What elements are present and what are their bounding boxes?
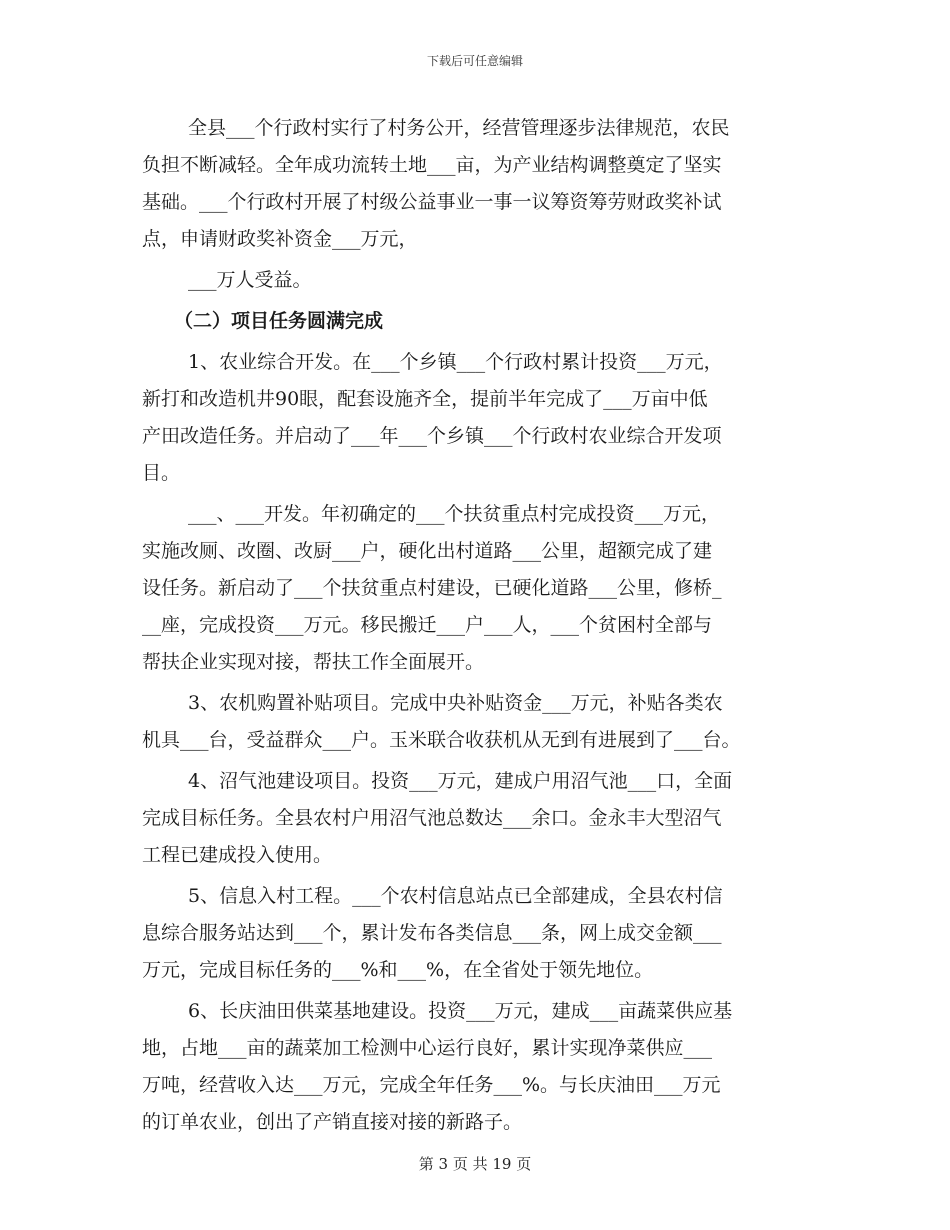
paragraph-line: 目。: [142, 462, 181, 484]
paragraph-line: 万吨，经营收入达___万元，完成全年任务___%。与长庆油田___万元: [142, 1074, 721, 1096]
paragraph-line: 的订单农业，创出了产销直接对接的新路子。: [142, 1111, 523, 1133]
paragraph: [142, 993, 810, 1141]
paragraph-line: 6、长庆油田供菜基地建设。投资___万元，建成___亩蔬菜供应基: [188, 1000, 733, 1022]
paragraph-line: 点，申请财政奖补资金___万元，: [142, 228, 418, 250]
page-header-note: 下载后可任意编辑: [426, 54, 523, 68]
paragraph-line: 机具___台，受益群众___户。玉米联合收获机从无到有进展到了___台。: [142, 729, 741, 751]
paragraph-line: 工程已建成投入使用。: [142, 844, 333, 866]
paragraph-line: 负担不断减轻。全年成功流转土地___亩，为产业结构调整奠定了坚实: [142, 154, 722, 176]
heading-text: （二）项目任务圆满完成: [174, 310, 384, 332]
paragraph-line: 4、沼气池建设项目。投资___万元，建成户用沼气池___口，全面: [188, 770, 733, 792]
paragraph: [142, 685, 810, 759]
paragraph: [142, 878, 810, 989]
paragraph-line: 产田改造任务。并启动了___年___个乡镇___个行政村农业综合开发项: [142, 425, 722, 447]
paragraph-line: 息综合服务站达到___个，累计发布各类信息___条，网上成交金额___: [142, 922, 722, 944]
paragraph: [142, 262, 810, 299]
paragraph-line: 设任务。新启动了___个扶贫重点村建设，已硬化道路___公里，修桥_: [142, 577, 722, 599]
section-heading: [142, 303, 810, 340]
paragraph-line: __座，完成投资___万元。移民搬迁___户___人，___个贫困村全部与: [142, 614, 713, 636]
paragraph-line: 地，占地___亩的蔬菜加工检测中心运行良好，累计实现净菜供应___: [142, 1037, 713, 1059]
paragraph-line: 3、农机购置补贴项目。完成中央补贴资金___万元，补贴各类农: [188, 692, 723, 714]
paragraph-line: 全县___个行政村实行了村务公开，经营管理逐步法律规范，农民: [188, 117, 730, 139]
paragraph: [142, 496, 810, 681]
paragraph: [142, 110, 810, 258]
paragraph-line: 1、农业综合开发。在___个乡镇___个行政村累计投资___万元，: [188, 351, 723, 373]
page-number: 第 3 页 共 19 页: [418, 1155, 532, 1173]
paragraph: [142, 344, 810, 492]
paragraph-line: 完成目标任务。全县农村户用沼气池总数达___余口。金永丰大型沼气: [142, 807, 722, 829]
paragraph-line: 5、信息入村工程。___个农村信息站点已全部建成，全县农村信: [188, 885, 723, 907]
paragraph-line: ___、___开发。年初确定的___个扶贫重点村完成投资___万元，: [188, 503, 721, 525]
document-body: [142, 110, 810, 1141]
paragraph: [142, 763, 810, 874]
paragraph-line: 万元，完成目标任务的___%和___%，在全省处于领先地位。: [142, 959, 654, 981]
paragraph-line: ___万人受益。: [188, 269, 312, 291]
paragraph-line: 基础。___个行政村开展了村级公益事业一事一议筹资筹劳财政奖补试: [142, 191, 722, 213]
paragraph-line: 实施改厕、改圈、改厨___户，硬化出村道路___公里，超额完成了建: [142, 540, 713, 562]
paragraph-line: 新打和改造机井90眼，配套设施齐全，提前半年完成了___万亩中低: [142, 388, 708, 410]
paragraph-line: 帮扶企业实现对接，帮扶工作全面展开。: [142, 651, 485, 673]
